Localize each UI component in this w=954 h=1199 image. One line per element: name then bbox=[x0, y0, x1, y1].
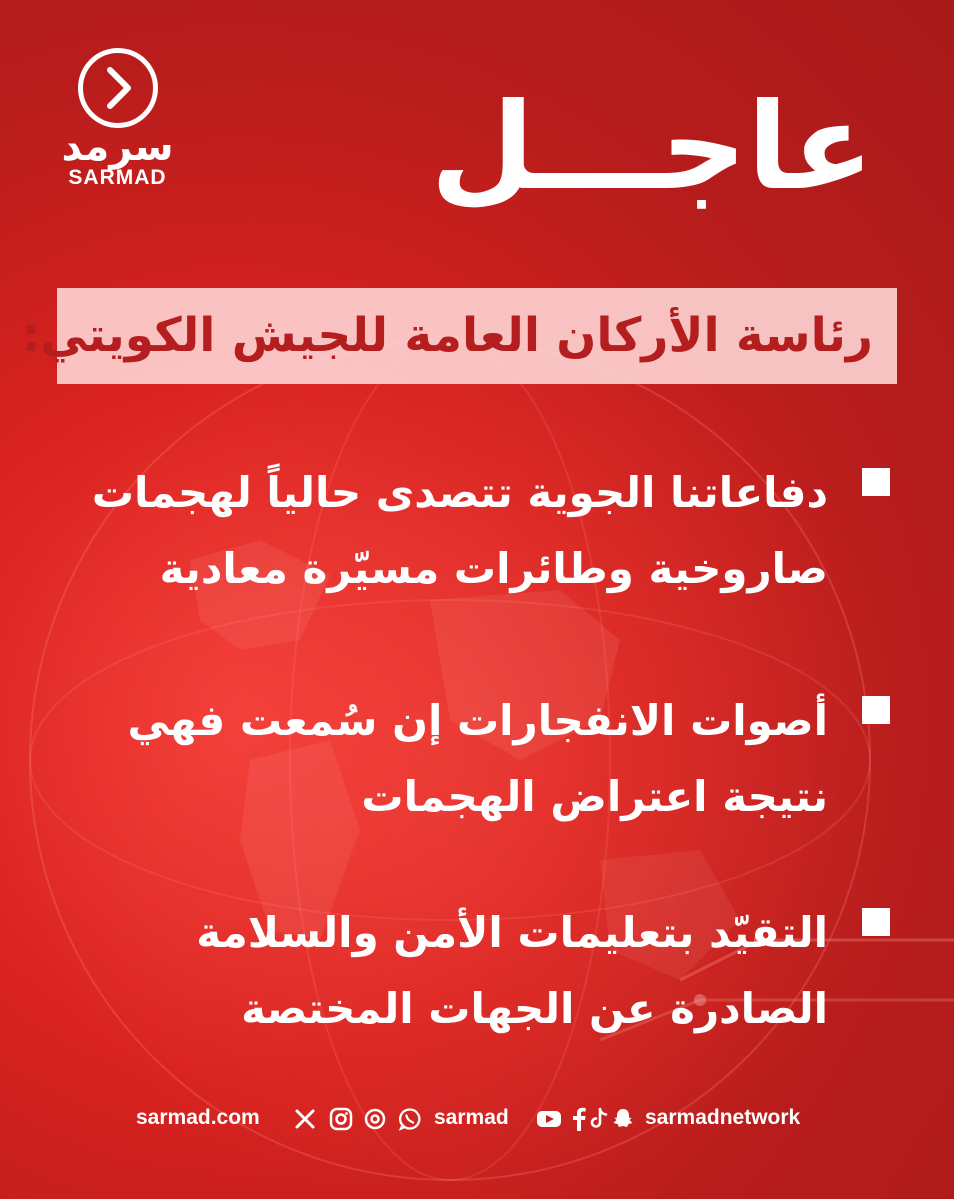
social-handle-primary[interactable]: sarmad bbox=[434, 1106, 509, 1129]
snapchat-icon[interactable] bbox=[610, 1106, 636, 1132]
bullet-square-icon bbox=[862, 908, 890, 936]
subtitle-banner bbox=[21, 288, 897, 384]
brand-logo bbox=[55, 48, 180, 188]
tiktok-icon[interactable] bbox=[586, 1106, 612, 1132]
footer-bar bbox=[0, 1100, 954, 1140]
whatsapp-icon[interactable] bbox=[397, 1106, 423, 1132]
bullet-square-icon bbox=[862, 468, 890, 496]
bullet-text: التقيّد بتعليمات الأمن والسلامة الصادرة عن الجهات المختصة bbox=[196, 908, 828, 1033]
youtube-icon[interactable] bbox=[536, 1106, 562, 1132]
bullet-text: دفاعاتنا الجوية تتصدى حالياً لهجمات صاروخية وطائرات مسيّرة معادية bbox=[91, 468, 828, 593]
instagram-icon[interactable] bbox=[328, 1106, 354, 1132]
brand-name-arabic: سرمد bbox=[61, 124, 174, 170]
play-logo-icon bbox=[78, 48, 158, 128]
subtitle-text: رئاسة الأركان العامة للجيش الكويتي: bbox=[21, 308, 873, 363]
website-link[interactable]: sarmad.com bbox=[136, 1106, 260, 1129]
x-icon[interactable] bbox=[292, 1106, 318, 1132]
bullet-text: أصوات الانفجارات إن سُمعت فهي نتيجة اعتراض الهجمات bbox=[127, 696, 828, 821]
bullet-square-icon bbox=[862, 696, 890, 724]
social-handle-secondary[interactable]: sarmadnetwork bbox=[645, 1106, 801, 1129]
brand-name-english: SARMAD bbox=[68, 166, 167, 189]
breaking-headline: عاجـــل bbox=[430, 78, 874, 217]
threads-icon[interactable] bbox=[362, 1106, 388, 1132]
